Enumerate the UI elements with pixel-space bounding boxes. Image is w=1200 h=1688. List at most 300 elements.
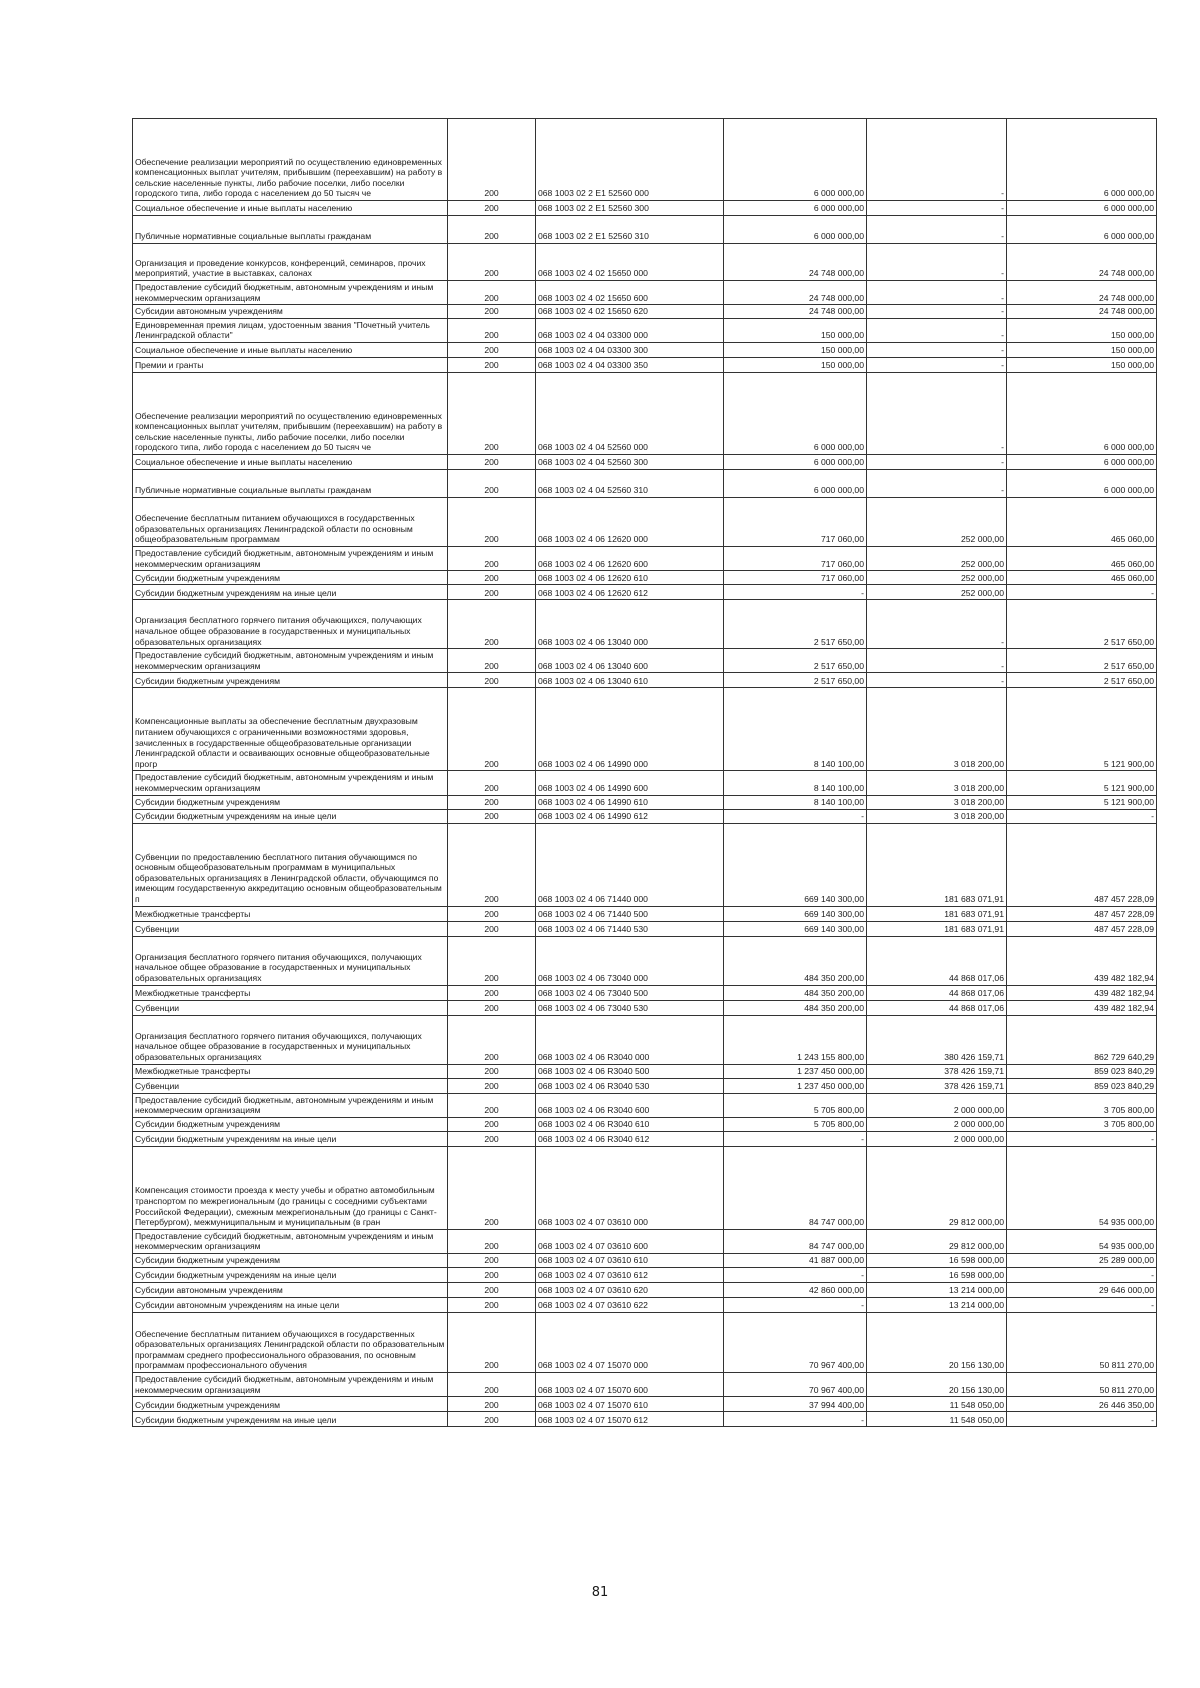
row-approved-amount: 2 517 650,00 — [724, 673, 867, 688]
row-executed-amount: 2 000 000,00 — [867, 1117, 1007, 1131]
row-remaining-amount: 6 000 000,00 — [1007, 454, 1157, 469]
row-approved-amount: 669 140 300,00 — [724, 921, 867, 936]
row-code-200: 200 — [448, 673, 536, 688]
row-budget-classification-code: 068 1003 02 4 04 03300 350 — [536, 357, 724, 372]
row-remaining-amount: 859 023 840,29 — [1007, 1064, 1157, 1078]
row-executed-amount: - — [867, 454, 1007, 469]
row-code-200: 200 — [448, 1064, 536, 1078]
row-budget-classification-code: 068 1003 02 4 04 03300 000 — [536, 318, 724, 342]
row-approved-amount: 70 967 400,00 — [724, 1312, 867, 1372]
row-budget-classification-code: 068 1003 02 2 E1 52560 310 — [536, 216, 724, 244]
row-executed-amount: 252 000,00 — [867, 546, 1007, 570]
row-code-200: 200 — [448, 649, 536, 673]
row-remaining-amount: 6 000 000,00 — [1007, 372, 1157, 454]
row-approved-amount: 1 237 450 000,00 — [724, 1078, 867, 1093]
row-approved-amount: 669 140 300,00 — [724, 823, 867, 906]
row-budget-classification-code: 068 1003 02 4 07 03610 000 — [536, 1146, 724, 1229]
row-code-200: 200 — [448, 201, 536, 216]
row-budget-classification-code: 068 1003 02 4 06 14990 612 — [536, 809, 724, 823]
row-remaining-amount: 5 121 900,00 — [1007, 795, 1157, 809]
row-approved-amount: 84 747 000,00 — [724, 1146, 867, 1229]
row-remaining-amount: 5 121 900,00 — [1007, 688, 1157, 771]
row-description: Субсидии бюджетным учреждениям — [133, 673, 448, 688]
row-executed-amount: - — [867, 342, 1007, 357]
row-remaining-amount: 439 482 182,94 — [1007, 1000, 1157, 1015]
row-code-200: 200 — [448, 571, 536, 585]
row-description: Публичные нормативные социальные выплаты гражданам — [133, 469, 448, 497]
row-executed-amount: 44 868 017,06 — [867, 936, 1007, 985]
row-code-200: 200 — [448, 1000, 536, 1015]
row-executed-amount: - — [867, 216, 1007, 244]
row-code-200: 200 — [448, 546, 536, 570]
table-row — [133, 936, 1157, 985]
table-row — [133, 357, 1157, 372]
row-approved-amount: 84 747 000,00 — [724, 1229, 867, 1253]
row-description: Предоставление субсидий бюджетным, автономным учреждениям и иным некоммерческим организациям — [133, 1093, 448, 1117]
table-row — [133, 906, 1157, 921]
budget-execution-table — [132, 118, 1157, 1427]
row-approved-amount: 6 000 000,00 — [724, 454, 867, 469]
table-row — [133, 1297, 1157, 1312]
row-description: Единовременная премия лицам, удостоенным звания "Почетный учитель Ленинградской области" — [133, 318, 448, 342]
row-code-200: 200 — [448, 1297, 536, 1312]
row-budget-classification-code: 068 1003 02 4 06 71440 000 — [536, 823, 724, 906]
row-approved-amount: 1 243 155 800,00 — [724, 1015, 867, 1064]
row-remaining-amount: 2 517 650,00 — [1007, 673, 1157, 688]
row-executed-amount: - — [867, 372, 1007, 454]
row-code-200: 200 — [448, 1093, 536, 1117]
table-row — [133, 318, 1157, 342]
table-row — [133, 1117, 1157, 1131]
row-description: Субвенции — [133, 921, 448, 936]
row-remaining-amount: - — [1007, 1267, 1157, 1282]
row-executed-amount: 181 683 071,91 — [867, 921, 1007, 936]
row-remaining-amount: 54 935 000,00 — [1007, 1146, 1157, 1229]
table-row — [133, 342, 1157, 357]
row-description: Субсидии автономным учреждениям — [133, 1282, 448, 1297]
row-remaining-amount: 25 289 000,00 — [1007, 1253, 1157, 1267]
table-row — [133, 809, 1157, 823]
row-description: Обеспечение реализации мероприятий по осуществлению единовременных компенсационных выплат учителям, прибывшим (переехавшим) на работу в сельские населенные пункты, либо рабочие поселки, либо поселки городского типа, либо города с населением до 50 тысяч че — [133, 372, 448, 454]
row-approved-amount: 484 350 200,00 — [724, 985, 867, 1000]
row-executed-amount: 20 156 130,00 — [867, 1372, 1007, 1396]
row-executed-amount: 29 812 000,00 — [867, 1229, 1007, 1253]
row-budget-classification-code: 068 1003 02 4 06 13040 600 — [536, 649, 724, 673]
row-code-200: 200 — [448, 372, 536, 454]
row-description: Субвенции — [133, 1000, 448, 1015]
row-budget-classification-code: 068 1003 02 4 06 R3040 600 — [536, 1093, 724, 1117]
row-executed-amount: 2 000 000,00 — [867, 1131, 1007, 1146]
row-code-200: 200 — [448, 305, 536, 319]
row-approved-amount: 24 748 000,00 — [724, 281, 867, 305]
row-executed-amount: 16 598 000,00 — [867, 1267, 1007, 1282]
row-approved-amount: 24 748 000,00 — [724, 305, 867, 319]
row-code-200: 200 — [448, 809, 536, 823]
row-description: Субсидии бюджетным учреждениям на иные цели — [133, 1267, 448, 1282]
table-row — [133, 1253, 1157, 1267]
table-row — [133, 546, 1157, 570]
table-row — [133, 600, 1157, 649]
row-remaining-amount: 3 705 800,00 — [1007, 1117, 1157, 1131]
row-description: Предоставление субсидий бюджетным, автономным учреждениям и иным некоммерческим организациям — [133, 649, 448, 673]
row-approved-amount: 24 748 000,00 — [724, 244, 867, 281]
row-budget-classification-code: 068 1003 02 4 04 52560 300 — [536, 454, 724, 469]
row-budget-classification-code: 068 1003 02 4 06 R3040 530 — [536, 1078, 724, 1093]
row-budget-classification-code: 068 1003 02 4 04 52560 310 — [536, 469, 724, 497]
row-approved-amount: 37 994 400,00 — [724, 1397, 867, 1412]
row-remaining-amount: 2 517 650,00 — [1007, 649, 1157, 673]
table-row — [133, 823, 1157, 906]
row-executed-amount: 378 426 159,71 — [867, 1064, 1007, 1078]
row-approved-amount: 8 140 100,00 — [724, 688, 867, 771]
row-code-200: 200 — [448, 357, 536, 372]
row-executed-amount: 252 000,00 — [867, 571, 1007, 585]
row-budget-classification-code: 068 1003 02 4 06 13040 610 — [536, 673, 724, 688]
row-executed-amount: 20 156 130,00 — [867, 1312, 1007, 1372]
row-remaining-amount: 487 457 228,09 — [1007, 823, 1157, 906]
row-budget-classification-code: 068 1003 02 4 06 73040 530 — [536, 1000, 724, 1015]
row-remaining-amount: 150 000,00 — [1007, 357, 1157, 372]
row-remaining-amount: 439 482 182,94 — [1007, 936, 1157, 985]
row-description: Предоставление субсидий бюджетным, автономным учреждениям и иным некоммерческим организациям — [133, 1229, 448, 1253]
row-description: Субвенции — [133, 1078, 448, 1093]
row-executed-amount: 11 548 050,00 — [867, 1397, 1007, 1412]
row-budget-classification-code: 068 1003 02 4 07 03610 620 — [536, 1282, 724, 1297]
row-code-200: 200 — [448, 1146, 536, 1229]
row-executed-amount: 29 812 000,00 — [867, 1146, 1007, 1229]
row-description: Социальное обеспечение и иные выплаты населению — [133, 201, 448, 216]
row-approved-amount: 717 060,00 — [724, 546, 867, 570]
row-budget-classification-code: 068 1003 02 4 04 03300 300 — [536, 342, 724, 357]
row-remaining-amount: 859 023 840,29 — [1007, 1078, 1157, 1093]
row-approved-amount: 42 860 000,00 — [724, 1282, 867, 1297]
row-description: Предоставление субсидий бюджетным, автономным учреждениям и иным некоммерческим организациям — [133, 546, 448, 570]
row-code-200: 200 — [448, 906, 536, 921]
row-budget-classification-code: 068 1003 02 4 06 12620 000 — [536, 497, 724, 546]
row-code-200: 200 — [448, 936, 536, 985]
table-row — [133, 585, 1157, 600]
row-budget-classification-code: 068 1003 02 4 06 13040 000 — [536, 600, 724, 649]
row-approved-amount: 150 000,00 — [724, 342, 867, 357]
row-executed-amount: 380 426 159,71 — [867, 1015, 1007, 1064]
row-remaining-amount: 6 000 000,00 — [1007, 216, 1157, 244]
table-row — [133, 571, 1157, 585]
row-description: Субсидии бюджетным учреждениям на иные цели — [133, 809, 448, 823]
table-row — [133, 1015, 1157, 1064]
row-code-200: 200 — [448, 985, 536, 1000]
row-executed-amount: - — [867, 244, 1007, 281]
row-code-200: 200 — [448, 1267, 536, 1282]
row-budget-classification-code: 068 1003 02 4 06 14990 610 — [536, 795, 724, 809]
row-budget-classification-code: 068 1003 02 4 06 R3040 500 — [536, 1064, 724, 1078]
row-executed-amount: - — [867, 281, 1007, 305]
row-remaining-amount: 150 000,00 — [1007, 318, 1157, 342]
row-approved-amount: - — [724, 809, 867, 823]
row-code-200: 200 — [448, 318, 536, 342]
row-code-200: 200 — [448, 1117, 536, 1131]
row-budget-classification-code: 068 1003 02 4 06 14990 600 — [536, 771, 724, 795]
row-remaining-amount: 487 457 228,09 — [1007, 906, 1157, 921]
row-description: Субсидии бюджетным учреждениям — [133, 1117, 448, 1131]
row-budget-classification-code: 068 1003 02 4 07 15070 600 — [536, 1372, 724, 1396]
row-approved-amount: 150 000,00 — [724, 318, 867, 342]
row-budget-classification-code: 068 1003 02 4 07 03610 600 — [536, 1229, 724, 1253]
row-executed-amount: 3 018 200,00 — [867, 809, 1007, 823]
row-description: Обеспечение реализации мероприятий по осуществлению единовременных компенсационных выплат учителям, прибывшим (переехавшим) на работу в сельские населенные пункты, либо рабочие поселки, либо поселки городского типа, либо города с населением до 50 тысяч че — [133, 119, 448, 201]
row-description: Субсидии автономным учреждениям — [133, 305, 448, 319]
row-approved-amount: - — [724, 1412, 867, 1427]
row-executed-amount: 3 018 200,00 — [867, 795, 1007, 809]
row-code-200: 200 — [448, 342, 536, 357]
row-executed-amount: - — [867, 469, 1007, 497]
row-approved-amount: 6 000 000,00 — [724, 201, 867, 216]
row-description: Субвенции по предоставлению бесплатного питания обучающимся по основным общеобразовательным программам в муниципальных образовательных организациях в Ленинградской области, обучающимся по имеющим государственную аккредитацию основным общеобразовательным п — [133, 823, 448, 906]
row-remaining-amount: - — [1007, 1412, 1157, 1427]
table-row — [133, 985, 1157, 1000]
table-row — [133, 673, 1157, 688]
row-executed-amount: - — [867, 318, 1007, 342]
row-description: Субсидии бюджетным учреждениям — [133, 795, 448, 809]
table-row — [133, 1282, 1157, 1297]
row-executed-amount: - — [867, 649, 1007, 673]
row-executed-amount: - — [867, 119, 1007, 201]
row-approved-amount: 8 140 100,00 — [724, 771, 867, 795]
row-description: Субсидии бюджетным учреждениям на иные цели — [133, 585, 448, 600]
row-approved-amount: 70 967 400,00 — [724, 1372, 867, 1396]
row-executed-amount: 3 018 200,00 — [867, 771, 1007, 795]
row-executed-amount: 44 868 017,06 — [867, 1000, 1007, 1015]
row-remaining-amount: 465 060,00 — [1007, 546, 1157, 570]
row-code-200: 200 — [448, 771, 536, 795]
row-code-200: 200 — [448, 119, 536, 201]
row-budget-classification-code: 068 1003 02 4 06 73040 500 — [536, 985, 724, 1000]
row-executed-amount: - — [867, 305, 1007, 319]
table-row — [133, 1397, 1157, 1412]
row-budget-classification-code: 068 1003 02 4 07 15070 000 — [536, 1312, 724, 1372]
row-description: Субсидии бюджетным учреждениям — [133, 1253, 448, 1267]
row-executed-amount: 16 598 000,00 — [867, 1253, 1007, 1267]
row-code-200: 200 — [448, 585, 536, 600]
row-code-200: 200 — [448, 1312, 536, 1372]
row-description: Субсидии бюджетным учреждениям — [133, 1397, 448, 1412]
row-code-200: 200 — [448, 1078, 536, 1093]
row-approved-amount: 484 350 200,00 — [724, 936, 867, 985]
row-code-200: 200 — [448, 795, 536, 809]
row-executed-amount: - — [867, 357, 1007, 372]
row-executed-amount: 3 018 200,00 — [867, 688, 1007, 771]
row-code-200: 200 — [448, 281, 536, 305]
row-remaining-amount: 6 000 000,00 — [1007, 469, 1157, 497]
row-executed-amount: 181 683 071,91 — [867, 906, 1007, 921]
row-executed-amount: - — [867, 201, 1007, 216]
row-remaining-amount: 465 060,00 — [1007, 497, 1157, 546]
row-budget-classification-code: 068 1003 02 4 06 12620 610 — [536, 571, 724, 585]
row-budget-classification-code: 068 1003 02 4 06 R3040 610 — [536, 1117, 724, 1131]
row-executed-amount: 378 426 159,71 — [867, 1078, 1007, 1093]
table-row — [133, 497, 1157, 546]
row-budget-classification-code: 068 1003 02 4 06 12620 600 — [536, 546, 724, 570]
table-row — [133, 1229, 1157, 1253]
row-executed-amount: 2 000 000,00 — [867, 1093, 1007, 1117]
row-budget-classification-code: 068 1003 02 4 07 03610 610 — [536, 1253, 724, 1267]
table-row — [133, 119, 1157, 201]
row-code-200: 200 — [448, 454, 536, 469]
row-remaining-amount: 29 646 000,00 — [1007, 1282, 1157, 1297]
row-description: Компенсационные выплаты за обеспечение бесплатным двухразовым питанием обучающихся с ограниченными возможностями здоровья, зачисленных в государственные общеобразовательные организации Ленинградской области и осваивающих основные общеобразовательные прогр — [133, 688, 448, 771]
table-row — [133, 1131, 1157, 1146]
row-budget-classification-code: 068 1003 02 4 06 71440 500 — [536, 906, 724, 921]
row-approved-amount: 6 000 000,00 — [724, 372, 867, 454]
row-description: Предоставление субсидий бюджетным, автономным учреждениям и иным некоммерческим организациям — [133, 1372, 448, 1396]
row-remaining-amount: 2 517 650,00 — [1007, 600, 1157, 649]
row-description: Межбюджетные трансферты — [133, 1064, 448, 1078]
row-executed-amount: 11 548 050,00 — [867, 1412, 1007, 1427]
row-approved-amount: 717 060,00 — [724, 497, 867, 546]
row-remaining-amount: 6 000 000,00 — [1007, 119, 1157, 201]
table-row — [133, 216, 1157, 244]
table-body — [133, 119, 1157, 1427]
row-budget-classification-code: 068 1003 02 4 06 12620 612 — [536, 585, 724, 600]
row-budget-classification-code: 068 1003 02 4 06 14990 000 — [536, 688, 724, 771]
row-remaining-amount: 50 811 270,00 — [1007, 1372, 1157, 1396]
row-code-200: 200 — [448, 823, 536, 906]
row-budget-classification-code: 068 1003 02 4 02 15650 000 — [536, 244, 724, 281]
row-approved-amount: 5 705 800,00 — [724, 1117, 867, 1131]
row-executed-amount: - — [867, 673, 1007, 688]
table-row — [133, 771, 1157, 795]
table-row — [133, 1312, 1157, 1372]
row-description: Организация бесплатного горячего питания обучающихся, получающих начальное общее образование в государственных и муниципальных образовательных организациях — [133, 936, 448, 985]
row-approved-amount: 717 060,00 — [724, 571, 867, 585]
row-approved-amount: 2 517 650,00 — [724, 600, 867, 649]
row-remaining-amount: - — [1007, 585, 1157, 600]
table-row — [133, 1078, 1157, 1093]
table-row — [133, 649, 1157, 673]
row-description: Премии и гранты — [133, 357, 448, 372]
row-code-200: 200 — [448, 1229, 536, 1253]
row-remaining-amount: 465 060,00 — [1007, 571, 1157, 585]
row-description: Предоставление субсидий бюджетным, автономным учреждениям и иным некоммерческим организациям — [133, 281, 448, 305]
row-approved-amount: 6 000 000,00 — [724, 216, 867, 244]
row-code-200: 200 — [448, 1131, 536, 1146]
row-description: Обеспечение бесплатным питанием обучающихся в государственных образовательных организациях Ленинградской области по основным общеобразовательным программам — [133, 497, 448, 546]
row-remaining-amount: 54 935 000,00 — [1007, 1229, 1157, 1253]
row-code-200: 200 — [448, 1412, 536, 1427]
row-budget-classification-code: 068 1003 02 4 07 03610 622 — [536, 1297, 724, 1312]
row-description: Межбюджетные трансферты — [133, 985, 448, 1000]
row-code-200: 200 — [448, 1015, 536, 1064]
row-remaining-amount: 487 457 228,09 — [1007, 921, 1157, 936]
row-executed-amount: 181 683 071,91 — [867, 823, 1007, 906]
row-budget-classification-code: 068 1003 02 4 02 15650 620 — [536, 305, 724, 319]
table-row — [133, 1000, 1157, 1015]
row-code-200: 200 — [448, 1253, 536, 1267]
row-budget-classification-code: 068 1003 02 4 06 73040 000 — [536, 936, 724, 985]
row-approved-amount: 8 140 100,00 — [724, 795, 867, 809]
row-remaining-amount: - — [1007, 809, 1157, 823]
row-description: Межбюджетные трансферты — [133, 906, 448, 921]
row-approved-amount: 150 000,00 — [724, 357, 867, 372]
row-code-200: 200 — [448, 469, 536, 497]
row-budget-classification-code: 068 1003 02 4 06 R3040 612 — [536, 1131, 724, 1146]
row-description: Публичные нормативные социальные выплаты гражданам — [133, 216, 448, 244]
row-remaining-amount: 24 748 000,00 — [1007, 305, 1157, 319]
row-executed-amount: 13 214 000,00 — [867, 1282, 1007, 1297]
row-remaining-amount: - — [1007, 1297, 1157, 1312]
row-remaining-amount: 24 748 000,00 — [1007, 244, 1157, 281]
row-remaining-amount: 3 705 800,00 — [1007, 1093, 1157, 1117]
row-description: Субсидии бюджетным учреждениям на иные цели — [133, 1131, 448, 1146]
row-budget-classification-code: 068 1003 02 4 07 15070 610 — [536, 1397, 724, 1412]
row-remaining-amount: 6 000 000,00 — [1007, 201, 1157, 216]
table-row — [133, 281, 1157, 305]
row-code-200: 200 — [448, 921, 536, 936]
row-approved-amount: 6 000 000,00 — [724, 119, 867, 201]
row-description: Организация бесплатного горячего питания обучающихся, получающих начальное общее образование в государственных и муниципальных образовательных организациях — [133, 1015, 448, 1064]
row-description: Организация и проведение конкурсов, конференций, семинаров, прочих мероприятий, участие в выставках, салонах — [133, 244, 448, 281]
row-remaining-amount: 5 121 900,00 — [1007, 771, 1157, 795]
row-approved-amount: 6 000 000,00 — [724, 469, 867, 497]
row-budget-classification-code: 068 1003 02 4 02 15650 600 — [536, 281, 724, 305]
row-executed-amount: - — [867, 600, 1007, 649]
table-row — [133, 305, 1157, 319]
row-approved-amount: 669 140 300,00 — [724, 906, 867, 921]
row-description: Субсидии бюджетным учреждениям — [133, 571, 448, 585]
row-description: Социальное обеспечение и иные выплаты населению — [133, 454, 448, 469]
row-approved-amount: - — [724, 1297, 867, 1312]
row-executed-amount: 252 000,00 — [867, 585, 1007, 600]
table-row — [133, 372, 1157, 454]
row-remaining-amount: 150 000,00 — [1007, 342, 1157, 357]
row-approved-amount: 5 705 800,00 — [724, 1093, 867, 1117]
table-row — [133, 1372, 1157, 1396]
row-description: Организация бесплатного горячего питания обучающихся, получающих начальное общее образование в государственных и муниципальных образовательных организациях — [133, 600, 448, 649]
table-row — [133, 921, 1157, 936]
row-budget-classification-code: 068 1003 02 4 06 R3040 000 — [536, 1015, 724, 1064]
row-code-200: 200 — [448, 688, 536, 771]
row-budget-classification-code: 068 1003 02 4 07 15070 612 — [536, 1412, 724, 1427]
table-row — [133, 1412, 1157, 1427]
row-code-200: 200 — [448, 1397, 536, 1412]
table-row — [133, 1146, 1157, 1229]
row-description: Обеспечение бесплатным питанием обучающихся в государственных образовательных организациях Ленинградской области по образовательным программам среднего профессионального образования, по основным программам профессионального обучения — [133, 1312, 448, 1372]
row-approved-amount: 41 887 000,00 — [724, 1253, 867, 1267]
row-code-200: 200 — [448, 1372, 536, 1396]
row-description: Компенсация стоимости проезда к месту учебы и обратно автомобильным транспортом по межрегиональным (до границы с соседними субъектами Российской Федерации), смежным межрегиональным (до границы с Санкт-Петербургом), межмуниципальным и муниципальным (в гран — [133, 1146, 448, 1229]
table-row — [133, 1267, 1157, 1282]
row-code-200: 200 — [448, 497, 536, 546]
row-executed-amount: 44 868 017,06 — [867, 985, 1007, 1000]
table-row — [133, 688, 1157, 771]
row-budget-classification-code: 068 1003 02 4 07 03610 612 — [536, 1267, 724, 1282]
row-approved-amount: - — [724, 585, 867, 600]
table-row — [133, 454, 1157, 469]
row-budget-classification-code: 068 1003 02 2 E1 52560 000 — [536, 119, 724, 201]
row-remaining-amount: 862 729 640,29 — [1007, 1015, 1157, 1064]
page-number: 81 — [591, 1585, 609, 1600]
row-budget-classification-code: 068 1003 02 2 E1 52560 300 — [536, 201, 724, 216]
row-executed-amount: 252 000,00 — [867, 497, 1007, 546]
row-remaining-amount: - — [1007, 1131, 1157, 1146]
table-row — [133, 244, 1157, 281]
row-approved-amount: 484 350 200,00 — [724, 1000, 867, 1015]
row-executed-amount: 13 214 000,00 — [867, 1297, 1007, 1312]
table-row — [133, 201, 1157, 216]
row-description: Предоставление субсидий бюджетным, автономным учреждениям и иным некоммерческим организациям — [133, 771, 448, 795]
table-row — [133, 1093, 1157, 1117]
row-approved-amount: 1 237 450 000,00 — [724, 1064, 867, 1078]
row-budget-classification-code: 068 1003 02 4 06 71440 530 — [536, 921, 724, 936]
